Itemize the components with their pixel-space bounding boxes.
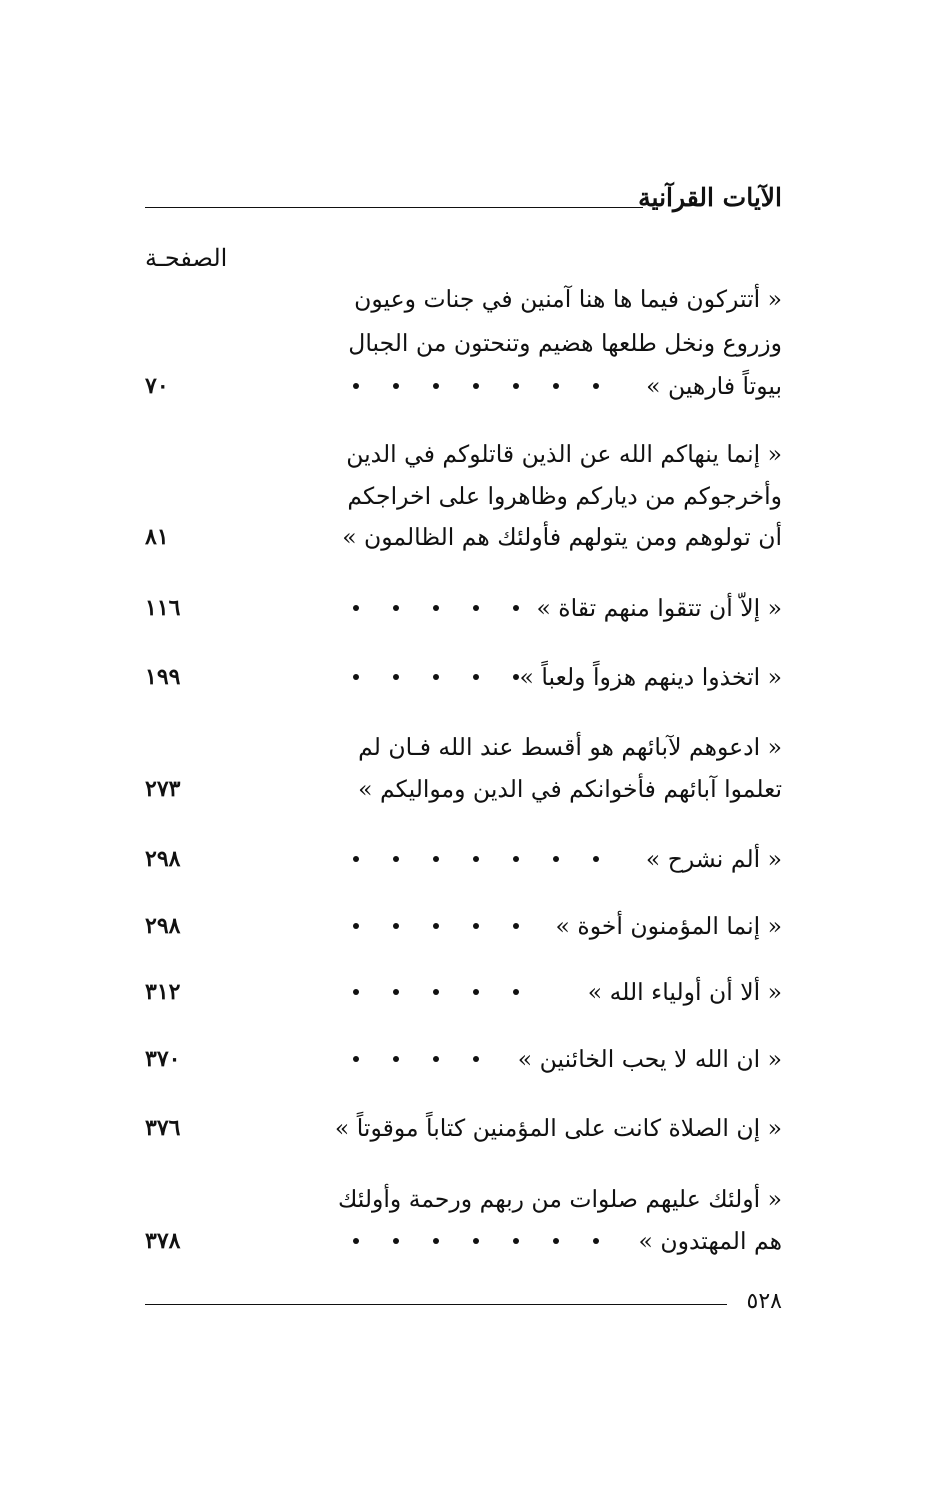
- page-reference: ٣٧٨: [145, 1228, 181, 1254]
- page-reference: ٢٩٨: [145, 913, 181, 939]
- running-header-title: الآيات القرآنية: [638, 183, 782, 212]
- verse-line: وأخرجوكم من دياركم وظاهروا على اخراجكم: [347, 482, 782, 510]
- page-reference: ١١٦: [145, 595, 181, 621]
- page-reference: ٣٧٠: [145, 1046, 181, 1072]
- verse-line: « ادعوهم لآبائهم هو أقسط عند الله فـان لم: [358, 733, 782, 761]
- folio-page-number: ٥٢٨: [746, 1289, 782, 1314]
- verse-line: « إلاّ أن تتقوا منهم تقاة »: [536, 594, 782, 622]
- page-reference: ٧٠: [145, 373, 169, 399]
- verse-line: « إنما المؤمنون أخوة »: [555, 912, 782, 940]
- verse-line: « ألا أن أولياء الله »: [587, 978, 782, 1006]
- page-reference: ٢٧٣: [145, 776, 181, 802]
- verse-line: « ألم نشرح »: [645, 845, 782, 873]
- footer-rule: [145, 1304, 727, 1305]
- verse-line: « إن الصلاة كانت على المؤمنين كتاباً موقوتاً »: [334, 1114, 782, 1142]
- verse-line: « أتتركون فيما ها هنا آمنين في جنات وعيون: [354, 285, 782, 313]
- page-reference: ٢٩٨: [145, 846, 181, 872]
- verse-line: هم المهتدون »: [638, 1227, 782, 1255]
- verse-line: أن تولوهم ومن يتولهم فأولئك هم الظالمون »: [342, 523, 782, 551]
- verse-line: « إنما ينهاكم الله عن الذين قاتلوكم في الدين: [346, 440, 782, 468]
- page-reference: ٨١: [145, 524, 169, 550]
- verse-line: وزروع ونخل طلعها هضيم وتنحتون من الجبال: [348, 329, 782, 357]
- page-reference: ٣١٢: [145, 979, 181, 1005]
- verse-line: تعلموا آبائهم فأخوانكم في الدين ومواليكم »: [358, 775, 782, 803]
- verse-line: بيوتاً فارهين »: [646, 372, 782, 400]
- header-rule: [145, 207, 643, 208]
- verse-line: « اتخذوا دينهم هزواً ولعباً »: [519, 663, 782, 691]
- page-reference: ٣٧٦: [145, 1115, 181, 1141]
- verse-line: « ان الله لا يحب الخائنين »: [517, 1045, 782, 1073]
- page-reference: ١٩٩: [145, 664, 181, 690]
- verse-line: « أولئك عليهم صلوات من ربهم ورحمة وأولئك: [337, 1185, 782, 1213]
- page-column-label: الصفحـة: [145, 244, 228, 272]
